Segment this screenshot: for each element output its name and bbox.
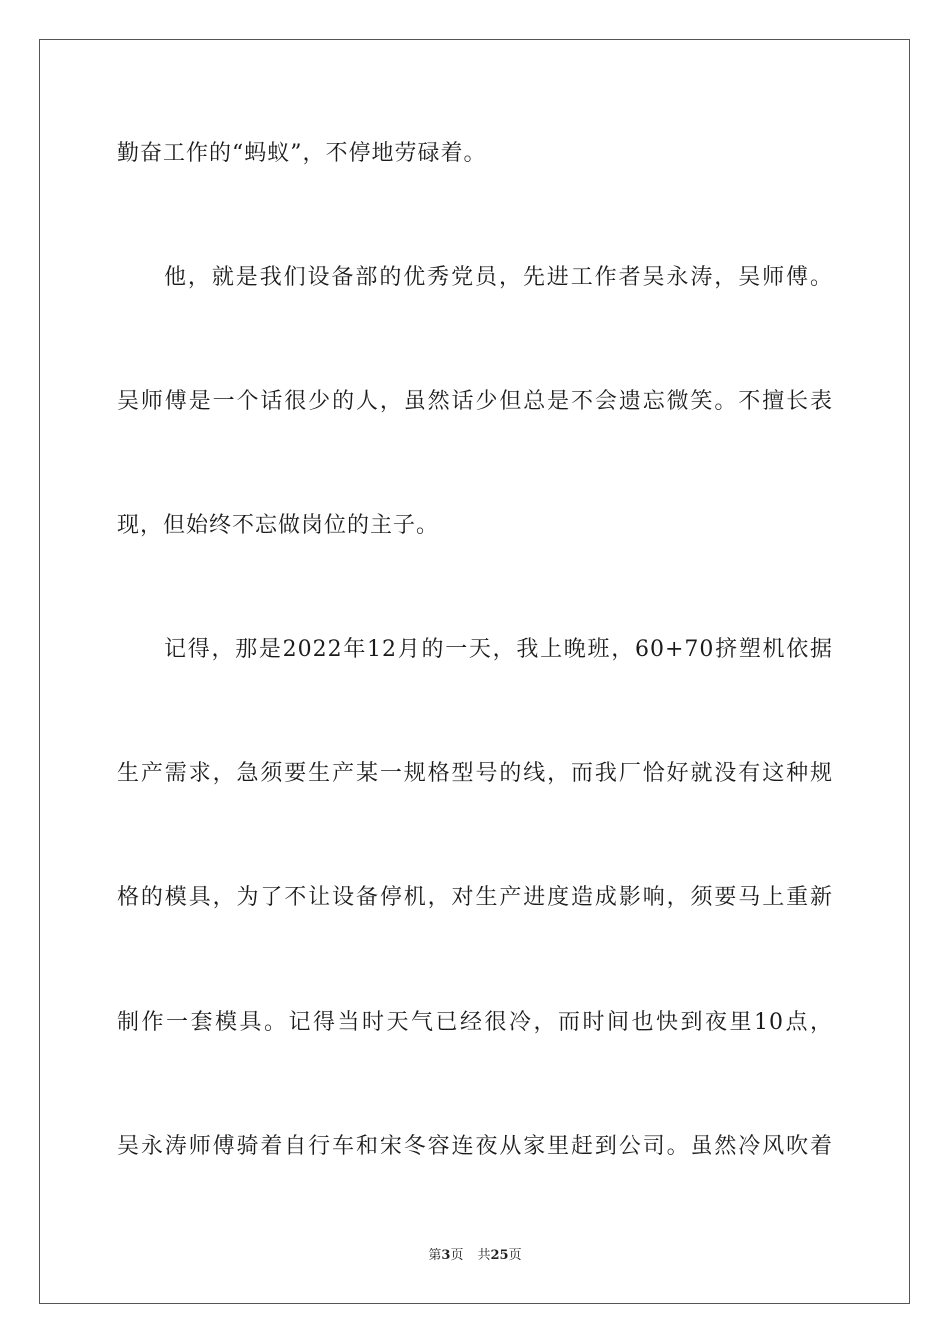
page-prefix: 第 [428, 1248, 442, 1263]
text-line-2: 他，就是我们设备部的优秀党员，先进工作者吴永涛，吴师傅。 [164, 265, 833, 290]
text-line-6: 生产需求，急须要生产某一规格型号的线，而我厂恰好就没有这种规 [117, 761, 833, 786]
total-prefix: 共 [477, 1248, 491, 1263]
page-footer [0, 1247, 950, 1265]
text-line-5: 记得，那是2022年12月的一天，我上晚班，60+70挤塑机依据 [164, 637, 833, 662]
text-line-4: 现，但始终不忘做岗位的主子。 [117, 513, 440, 538]
page-number: 3 [441, 1248, 451, 1263]
text-line-3: 吴师傅是一个话很少的人，虽然话少但总是不会遗忘微笑。不擅长表 [117, 389, 833, 414]
total-pages: 25 [490, 1248, 509, 1263]
text-line-9: 吴永涛师傅骑着自行车和宋冬容连夜从家里赶到公司。虽然冷风吹着 [117, 1134, 833, 1159]
text-line-1: 勤奋工作的“蚂蚁”，不停地劳碌着。 [117, 141, 487, 166]
page-border [39, 39, 910, 1304]
text-line-8: 制作一套模具。记得当时天气已经很冷，而时间也快到夜里10点， [117, 1010, 833, 1035]
page-suffix: 页 [450, 1248, 464, 1263]
total-suffix: 页 [508, 1248, 522, 1263]
text-line-7: 格的模具，为了不让设备停机，对生产进度造成影响，须要马上重新 [117, 885, 833, 910]
